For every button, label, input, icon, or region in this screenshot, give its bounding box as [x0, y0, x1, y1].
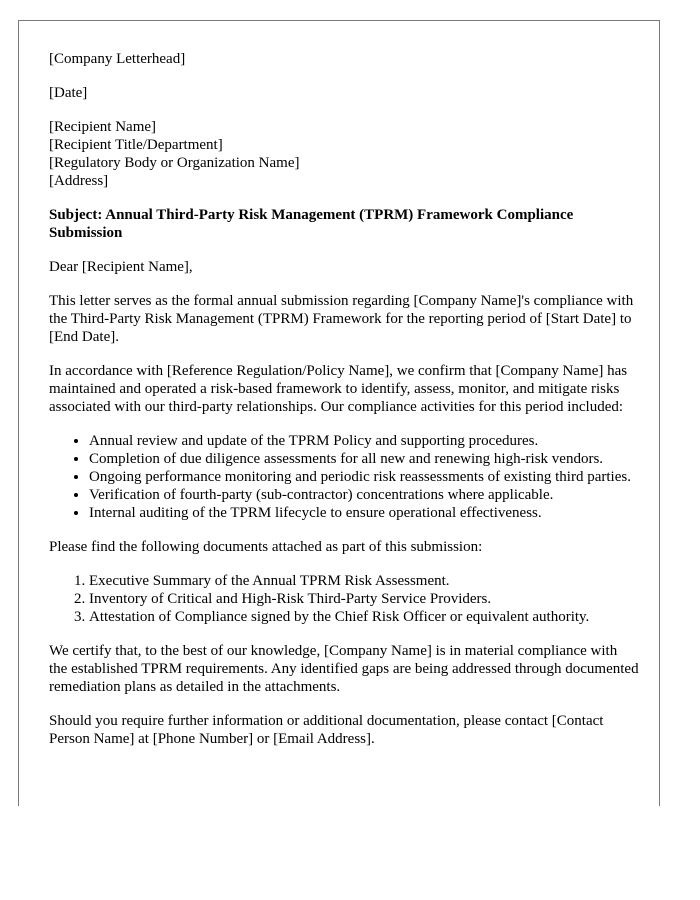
list-item: • Internal auditing of the TPRM lifecycle to ensure operational effectiveness. — [89, 504, 639, 522]
recipient-name: [Recipient Name] — [49, 119, 157, 135]
activities-list — [49, 432, 639, 522]
recipient-address: [Address] — [49, 173, 109, 189]
letterhead: [Company Letterhead] — [49, 51, 186, 67]
recipient-block — [49, 118, 639, 190]
letter-page — [18, 20, 660, 806]
recipient-organization: [Regulatory Body or Organization Name] — [49, 155, 300, 171]
certify-paragraph: We certify that, to the best of our knowledge, [Company Name] is in material compliance with the established TPRM requirements. Any identified gaps are being addressed through documented remediation plans as detailed in the attachments. — [49, 643, 639, 695]
letter-date: [Date] — [49, 85, 88, 101]
list-item: • Ongoing performance monitoring and periodic risk reassessments of existing third parties. — [89, 468, 639, 486]
attachments-intro: Please find the following documents attached as part of this submission: — [49, 539, 483, 555]
intro-paragraph: This letter serves as the formal annual submission regarding [Company Name]'s compliance with the Third-Party Risk Management (TPRM) Framework for the reporting period of [Start Date] to [End Date]. — [49, 293, 634, 345]
list-item: • Verification of fourth-party (sub-contractor) concentrations where applicable. — [89, 486, 639, 504]
recipient-title: [Recipient Title/Department] — [49, 137, 223, 153]
contact-paragraph: Should you require further information or additional documentation, please contact [Contact Person Name] at [Phone Number] or [Email Address]. — [49, 713, 604, 747]
list-item: • Annual review and update of the TPRM Policy and supporting procedures. — [89, 432, 639, 450]
attachments-list — [49, 572, 639, 626]
list-item: 3. Attestation of Compliance signed by the Chief Risk Officer or equivalent authority. — [89, 608, 639, 626]
list-item: • Completion of due diligence assessments for all new and renewing high-risk vendors. — [89, 450, 639, 468]
accordance-paragraph: In accordance with [Reference Regulation/Policy Name], we confirm that [Company Name] has maintained and operated a risk-based framework to identify, assess, monitor, and mitigate risks associated with our third-party relationships. Our compliance activities for this period included: — [49, 363, 628, 415]
salutation: Dear [Recipient Name], — [49, 259, 193, 275]
list-item: 2. Inventory of Critical and High-Risk Third-Party Service Providers. — [89, 590, 639, 608]
list-item: 1. Executive Summary of the Annual TPRM Risk Assessment. — [89, 572, 639, 590]
subject-line: Subject: Annual Third-Party Risk Management (TPRM) Framework Compliance Submission — [49, 207, 574, 241]
letter-body — [49, 50, 639, 764]
